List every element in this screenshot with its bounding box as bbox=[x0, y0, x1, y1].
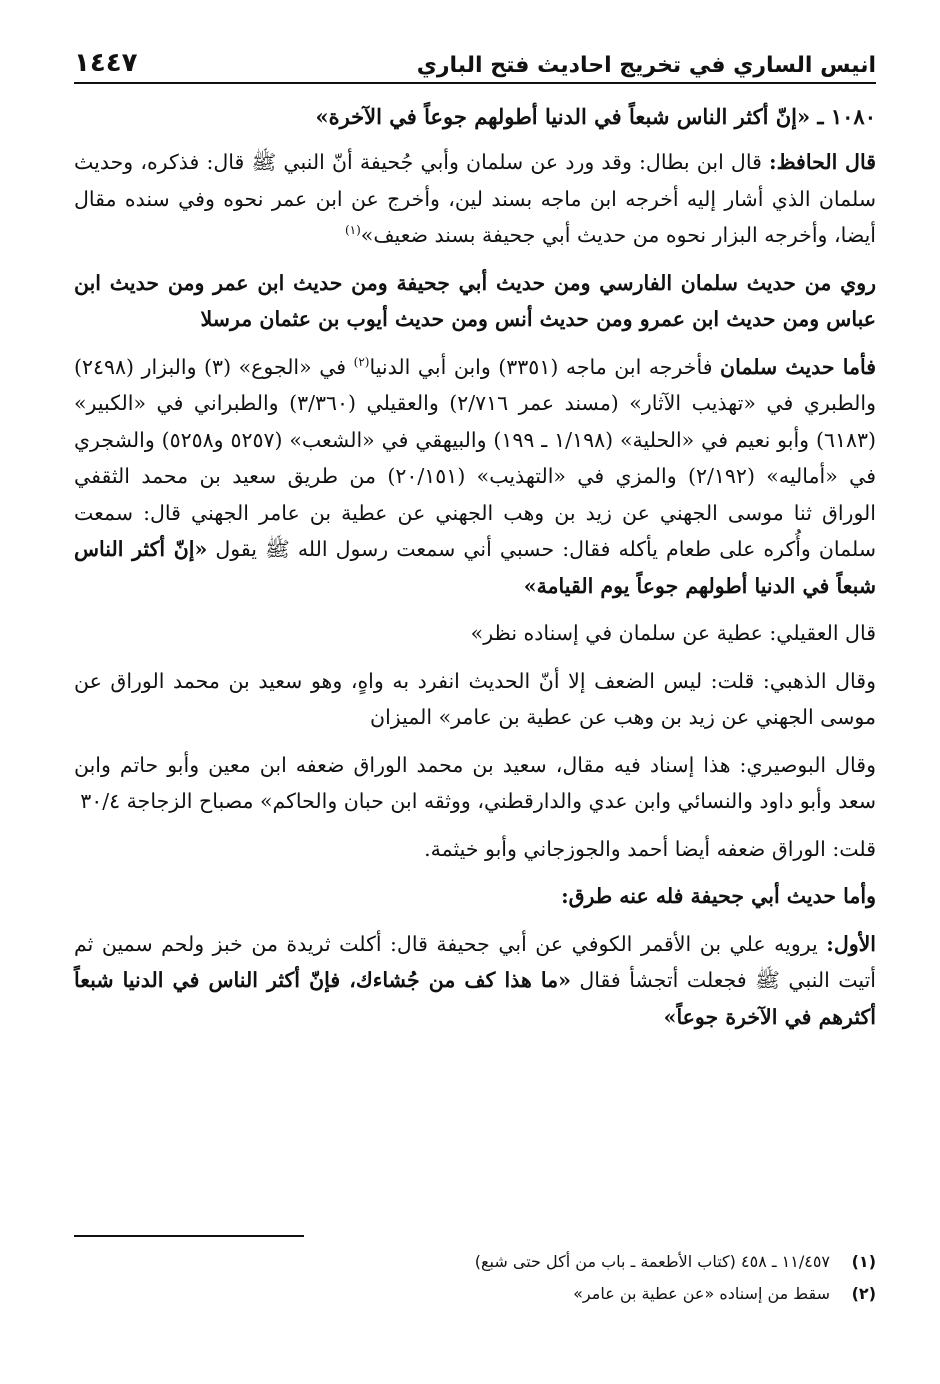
paragraph-hafiz bbox=[74, 144, 876, 254]
footnote-number: (٢) bbox=[851, 1284, 876, 1303]
paragraph-text: يرويه علي بن الأقمر الكوفي عن أبي جحيفة قال: أكلت ثريدة من خبز ولحم سمين ثم أتيت النبي ﷺ فجعلت أتجشأ فقال bbox=[74, 931, 877, 992]
footnote-text: سقط من إسناده «عن عطية بن عامر» bbox=[573, 1284, 830, 1303]
running-title: انيس الساري في تخريج احاديث فتح الباري bbox=[416, 53, 876, 78]
hadith-heading: ١٠٨٠ ـ «إنّ أكثر الناس شبعاً في الدنيا أطولهم جوعاً في الآخرة» bbox=[315, 104, 876, 129]
paragraph-text: في «الجوع» (٣) والبزار (٢٤٩٨) والطبري في «تهذيب الآثار» (مسند عمر ٢/٧١٦) والعقيلي (٣/٣٦٠) والطبراني في «الكبير» (٦١٨٣) وأبو نعيم في «الحلية» (١/١٩٨ ـ ١٩٩) والبيهقي في «الشعب» (٥٢٥٧ و٥٢٥٨) والشجري في «أماليه» (٢/١٩٢) والمزي في «التهذيب» (٢٠/١٥١) من طريق سعيد بن محمد الثقفي الوراق ثنا موسى الجهني عن زيد بن وهب الجهني عن عطية بن عامر الجهني قال: سمعت سلمان وأُكره على طعام يأكله فقال: حسبي أني سمعت رسول الله ﷺ يقول bbox=[74, 354, 876, 561]
paragraph-dhahabi: وقال الذهبي: قلت: ليس الضعف إلا أنّ الحديث انفرد به واهٍ، وهو سعيد بن محمد الوراق عن موسى الجهني عن زيد بن وهب عن عطية بن عامر» الميزان bbox=[74, 668, 876, 729]
paragraph-busiri: وقال البوصيري: هذا إسناد فيه مقال، سعيد بن محمد الوراق ضعفه ابن معين وأبو حاتم وابن سعد وأبو داود والنسائي وابن عدي والدارقطني، ووثقه ابن حبان والحاكم» مصباح الزجاجة ٣٠/٤ bbox=[74, 752, 876, 813]
paragraph-lead: فأما حديث سلمان bbox=[720, 354, 877, 379]
footnotes bbox=[74, 1246, 876, 1310]
paragraph-text: فأخرجه ابن ماجه (٣٣٥١) وابن أبي الدنيا bbox=[369, 354, 721, 379]
footnote-divider bbox=[74, 1235, 304, 1237]
footnote bbox=[74, 1246, 876, 1278]
footnote-ref: (٢) bbox=[353, 354, 370, 369]
hadith-quote: «إنّ أكثر الناس شبعاً في الدنيا أطولهم جوعاً يوم القيامة» bbox=[74, 537, 876, 598]
page-header bbox=[74, 38, 876, 84]
paragraph-lead: قال الحافظ: bbox=[769, 150, 876, 174]
paragraph-lead: الأول: bbox=[826, 931, 876, 956]
paragraph-narrations: روي من حديث سلمان الفارسي ومن حديث أبي جحيفة ومن حديث ابن عمر ومن حديث ابن عباس ومن حديث ابن عمرو ومن حديث أنس ومن حديث أيوب بن عثمان مرسلا bbox=[74, 270, 876, 331]
footnote bbox=[74, 1278, 876, 1310]
paragraph-qultu: قلت: الوراق ضعفه أيضا أحمد والجوزجاني وأبو خيثمة. bbox=[424, 836, 876, 861]
footnote-ref: (١) bbox=[344, 223, 361, 238]
section-heading: وأما حديث أبي جحيفة فله عنه طرق: bbox=[561, 884, 876, 908]
footnote-text: ١١/٤٥٧ ـ ٤٥٨ (كتاب الأطعمة ـ باب من أكل حتى شبع) bbox=[474, 1252, 830, 1271]
page-body bbox=[74, 98, 876, 1035]
hadith-quote: «ما هذا كف من جُشاءك، فإنّ أكثر الناس في الدنيا شبعاً أكثرهم في الآخرة جوعاً» bbox=[74, 968, 876, 1029]
paragraph-uqayli: قال العقيلي: عطية عن سلمان في إسناده نظر» bbox=[470, 621, 876, 645]
paragraph-salman bbox=[74, 349, 876, 605]
paragraph-first-route bbox=[74, 926, 876, 1036]
paragraph-text: قال ابن بطال: وقد ورد عن سلمان وأبي جُحيفة أنّ النبي ﷺ قال: فذكره، وحديث سلمان الذي أشار إليه أخرجه ابن ماجه بسند لين، وأخرج عن ابن عمر نحوه وفي سنده مقال أيضا، وأخرجه البزار نحوه من حديث أبي جحيفة بسند ضعيف» bbox=[74, 150, 876, 247]
footnote-number: (١) bbox=[851, 1252, 876, 1271]
page-number: ١٤٤٧ bbox=[74, 48, 138, 78]
